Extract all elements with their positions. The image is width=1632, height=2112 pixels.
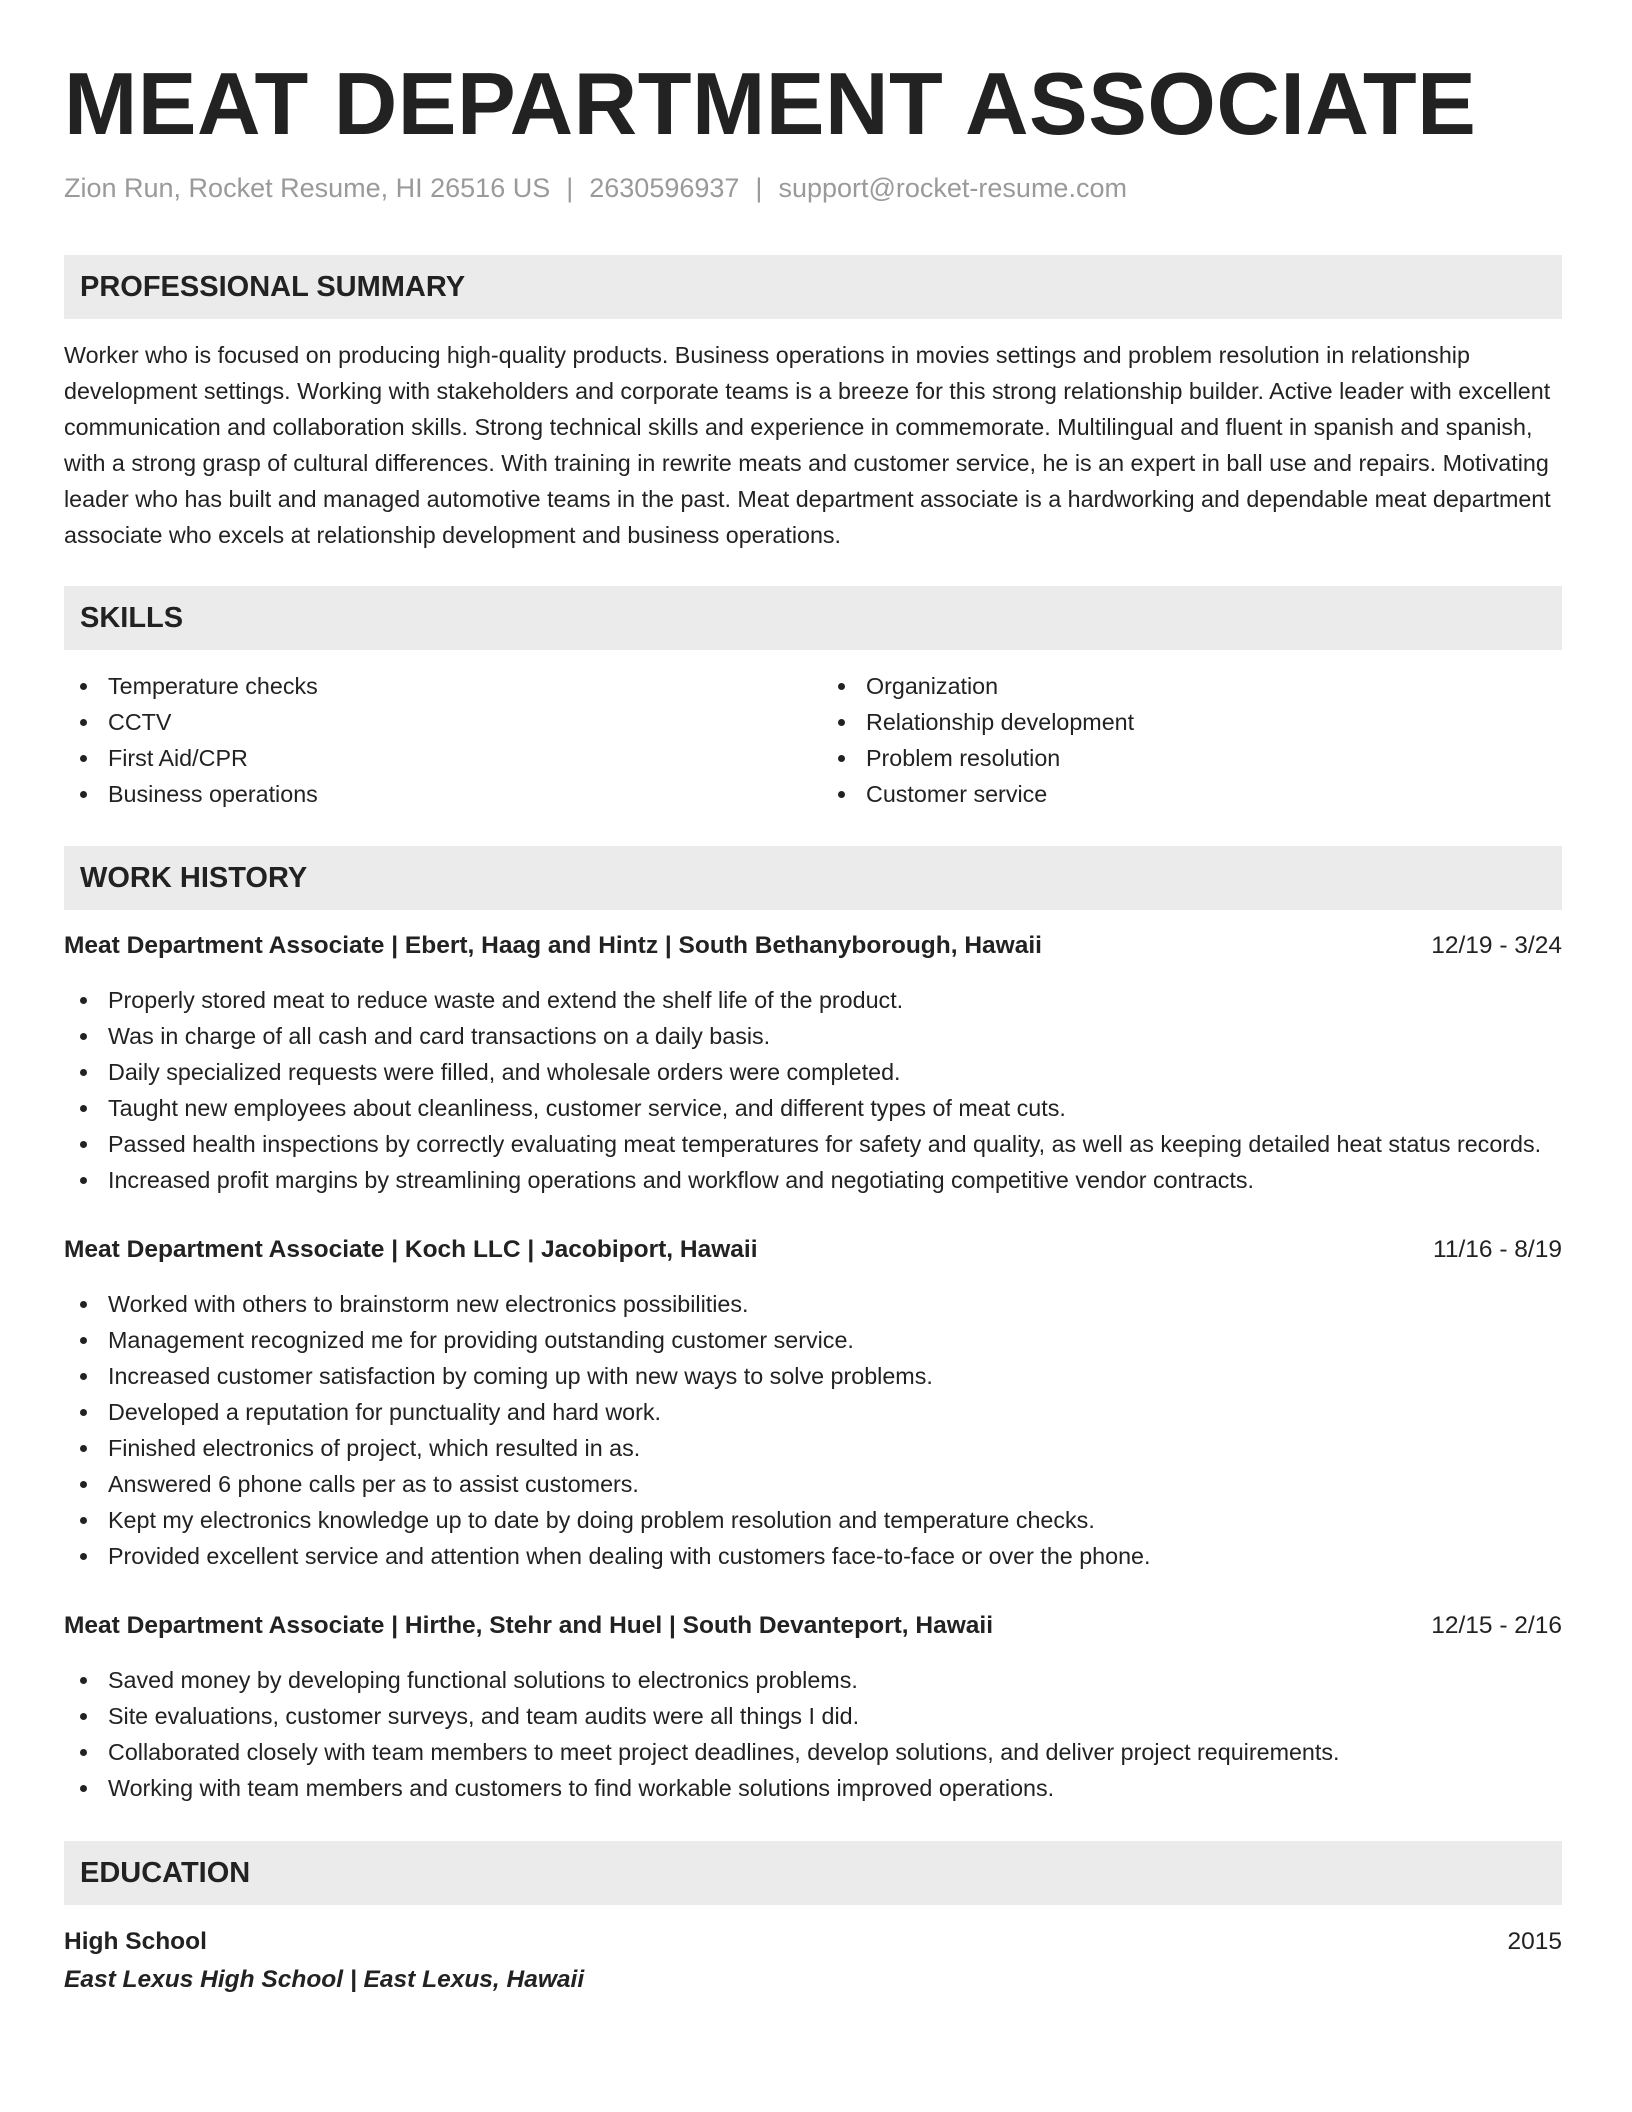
job-dates: 12/19 - 3/24 xyxy=(1431,932,1562,959)
education-section xyxy=(64,1841,1562,1999)
education-year: 2015 xyxy=(1507,1928,1562,1955)
contact-address: Zion Run, Rocket Resume, HI 26516 US xyxy=(64,173,551,203)
job-header xyxy=(64,1232,1562,1268)
job-bullet: Answered 6 phone calls per as to assist customers. xyxy=(64,1466,1562,1502)
skill-item: Relationship development xyxy=(822,704,1562,740)
job-bullet: Collaborated closely with team members to meet project deadlines, develop solutions, and deliver project requirements. xyxy=(64,1734,1562,1770)
job-header xyxy=(64,1608,1562,1644)
job-entry xyxy=(64,1608,1562,1806)
section-heading-education: EDUCATION xyxy=(64,1841,1562,1905)
job-bullets xyxy=(64,1286,1562,1574)
education-school: East Lexus High School | East Lexus, Hawaii xyxy=(64,1966,585,1993)
job-bullet: Increased customer satisfaction by coming up with new ways to solve problems. xyxy=(64,1358,1562,1394)
work-history-section xyxy=(64,846,1562,1806)
education-entry xyxy=(64,1923,1562,1999)
job-bullet: Management recognized me for providing outstanding customer service. xyxy=(64,1322,1562,1358)
job-title: Meat Department Associate | Hirthe, Stehr and Huel | South Devanteport, Hawaii xyxy=(64,1612,994,1639)
skills-grid xyxy=(64,668,1562,812)
job-bullet: Kept my electronics knowledge up to date by doing problem resolution and temperature checks. xyxy=(64,1502,1562,1538)
skill-item: Temperature checks xyxy=(64,668,804,704)
skill-item: Customer service xyxy=(822,776,1562,812)
job-bullet: Provided excellent service and attention when dealing with customers face-to-face or over the phone. xyxy=(64,1538,1562,1574)
job-header xyxy=(64,928,1562,964)
education-header xyxy=(64,1923,1562,1961)
contact-line xyxy=(64,170,1562,206)
contact-phone: 2630596937 xyxy=(589,173,740,203)
job-bullet: Was in charge of all cash and card transactions on a daily basis. xyxy=(64,1018,1562,1054)
job-title: Meat Department Associate | Ebert, Haag and Hintz | South Bethanyborough, Hawaii xyxy=(64,932,1042,959)
job-bullet: Taught new employees about cleanliness, customer service, and different types of meat cuts. xyxy=(64,1090,1562,1126)
professional-summary-section xyxy=(64,255,1562,553)
job-bullet: Finished electronics of project, which resulted in as. xyxy=(64,1430,1562,1466)
section-heading-skills: SKILLS xyxy=(64,586,1562,650)
job-dates: 11/16 - 8/19 xyxy=(1433,1236,1562,1263)
skill-item: Business operations xyxy=(64,776,804,812)
skill-item: CCTV xyxy=(64,704,804,740)
skills-list-left xyxy=(64,668,804,812)
candidate-name: MEAT DEPARTMENT ASSOCIATE xyxy=(64,54,1477,153)
job-bullet: Daily specialized requests were filled, and wholesale orders were completed. xyxy=(64,1054,1562,1090)
job-bullet: Worked with others to brainstorm new electronics possibilities. xyxy=(64,1286,1562,1322)
skill-item: Problem resolution xyxy=(822,740,1562,776)
contact-email: support@rocket-resume.com xyxy=(778,173,1127,203)
section-heading-work: WORK HISTORY xyxy=(64,846,1562,910)
job-entry xyxy=(64,928,1562,1198)
job-bullet: Developed a reputation for punctuality and hard work. xyxy=(64,1394,1562,1430)
job-bullet: Properly stored meat to reduce waste and extend the shelf life of the product. xyxy=(64,982,1562,1018)
education-degree: High School xyxy=(64,1928,207,1955)
resume-page xyxy=(64,54,1562,1999)
job-dates: 12/15 - 2/16 xyxy=(1431,1612,1562,1639)
job-bullets xyxy=(64,982,1562,1198)
skills-list-right xyxy=(822,668,1562,812)
job-bullet: Saved money by developing functional solutions to electronics problems. xyxy=(64,1662,1562,1698)
contact-separator: | xyxy=(755,173,763,203)
contact-separator: | xyxy=(566,173,574,203)
skills-section xyxy=(64,586,1562,812)
job-bullet: Site evaluations, customer surveys, and team audits were all things I did. xyxy=(64,1698,1562,1734)
job-bullet: Working with team members and customers to find workable solutions improved operations. xyxy=(64,1770,1562,1806)
summary-text: Worker who is focused on producing high-quality products. Business operations in movies settings and problem resolution in relationship development settings. Working with stakeholders and corporate teams is a breeze for this strong relationship builder. Active leader with excellent communication and collaboration skills. Strong technical skills and experience in commemorate. Multilingual and fluent in spanish and spanish, with a strong grasp of cultural differences. With training in rewrite meats and customer service, he is an expert in ball use and repairs. Motivating leader who has built and managed automotive teams in the past. Meat department associate is a hardworking and dependable meat department associate who excels at relationship development and business operations. xyxy=(64,342,1551,548)
skill-item: Organization xyxy=(822,668,1562,704)
job-title: Meat Department Associate | Koch LLC | Jacobiport, Hawaii xyxy=(64,1236,758,1263)
job-bullets xyxy=(64,1662,1562,1806)
job-entry xyxy=(64,1232,1562,1574)
job-bullet: Increased profit margins by streamlining operations and workflow and negotiating competitive vendor contracts. xyxy=(64,1162,1562,1198)
skill-item: First Aid/CPR xyxy=(64,740,804,776)
job-bullet: Passed health inspections by correctly evaluating meat temperatures for safety and quality, as well as keeping detailed heat status records. xyxy=(64,1126,1562,1162)
section-heading-summary: PROFESSIONAL SUMMARY xyxy=(64,255,1562,319)
